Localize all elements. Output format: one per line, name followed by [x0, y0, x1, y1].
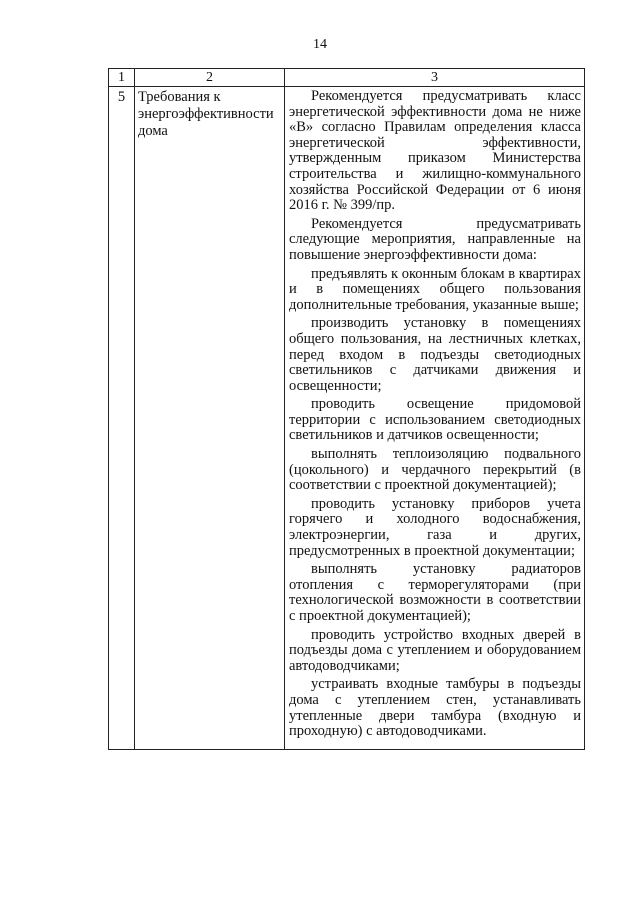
table-header-row: [109, 69, 585, 87]
paragraph: устраивать входные тамбуры в подъезды дома с утеплением стен, устанавливать утепленные двери тамбура (входную и проходную) с автодоводчиками.: [289, 676, 581, 740]
requirement-description: [285, 87, 585, 750]
header-col-1: 1: [109, 69, 135, 87]
paragraph: Рекомендуется предусматривать следующие мероприятия, направленные на повышение энергоэффективности дома:: [289, 215, 581, 263]
paragraph: выполнять теплоизоляцию подвального (цокольного) и чердачного перекрытий (в соответствии с проектной документацией);: [289, 446, 581, 494]
paragraph: производить установку в помещениях общего пользования, на лестничных клетках, перед входом в подъезды светодиодных светильников с датчиками движения и освещенности;: [289, 315, 581, 394]
requirement-name: Требования к энергоэффективности дома: [135, 87, 285, 750]
table-row: [109, 87, 585, 750]
row-number: 5: [109, 87, 135, 750]
paragraph: Рекомендуется предусматривать класс энергетической эффективности дома не ниже «В» согласно Правилам определения класса энергетической эффективности, утвержденным приказом Министерства строительства и жилищно-коммунального хозяйства Российской Федерации от 6 июня 2016 г. № 399/пр.: [289, 88, 581, 214]
paragraph: выполнять установку радиаторов отопления с терморегуляторами (при технологической возможности в соответствии с проектной документацией);: [289, 561, 581, 624]
paragraph: проводить установку приборов учета горячего и холодного водоснабжения, электроэнергии, газа и других, предусмотренных в проектной документации;: [289, 495, 581, 559]
requirements-table: [108, 68, 585, 750]
header-col-3: 3: [285, 69, 585, 87]
header-col-2: 2: [135, 69, 285, 87]
paragraph: предъявлять к оконным блокам в квартирах и в помещениях общего пользования дополнительные требования, указанные выше;: [289, 265, 581, 313]
page-number: 14: [313, 37, 327, 52]
paragraph: проводить устройство входных дверей в подъезды дома с утеплением и оборудованием автодоводчиками;: [289, 626, 581, 674]
paragraph: проводить освещение придомовой территории с использованием светодиодных светильников и датчиков освещенности;: [289, 396, 581, 444]
